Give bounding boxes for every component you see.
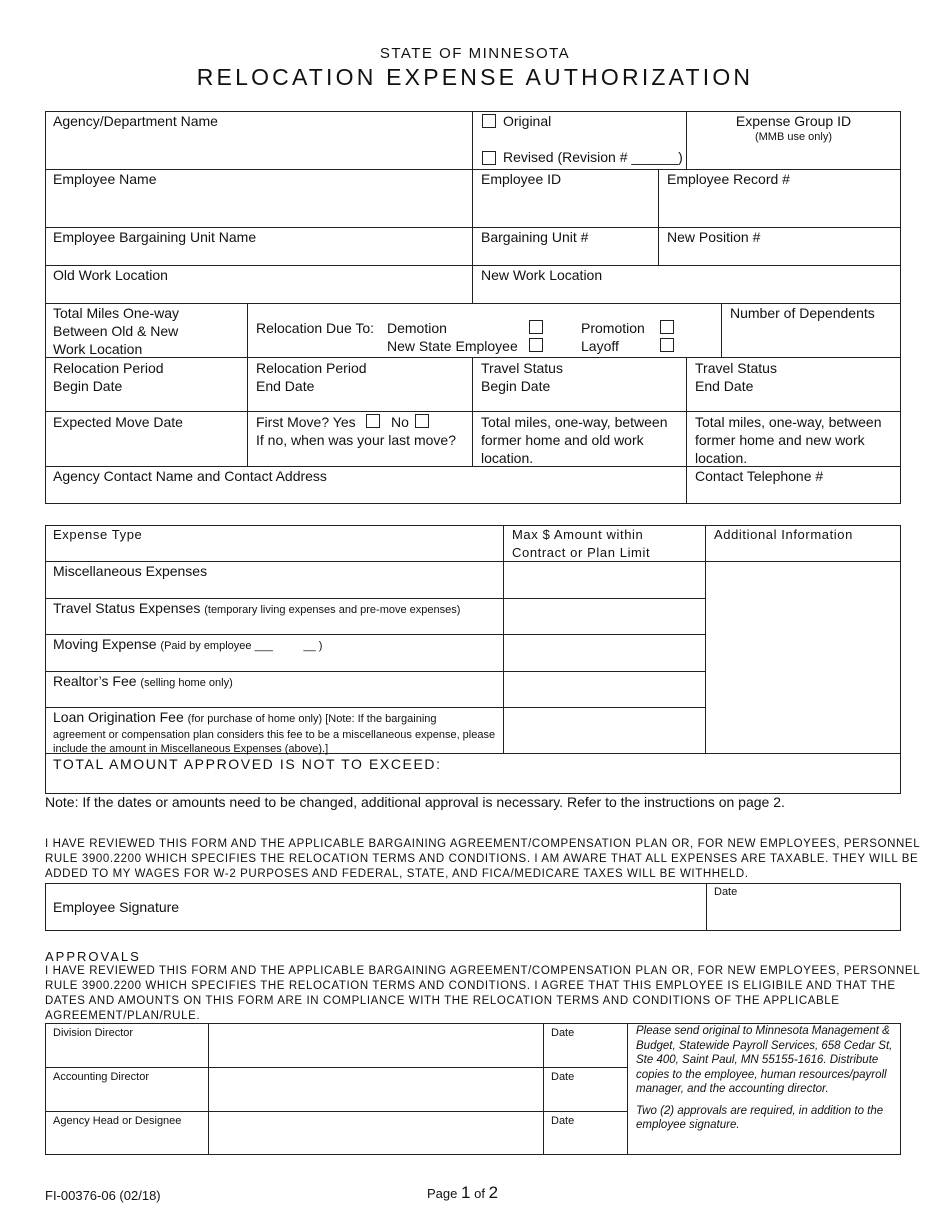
loan-origination-fee-label	[53, 708, 503, 756]
travel-begin-line-2: Begin Date	[481, 378, 551, 394]
expense-type-header: Expense Type	[53, 527, 143, 542]
travel-begin-line-1: Travel Status	[481, 360, 563, 376]
approvals-statement	[45, 964, 920, 1024]
accounting-director-date-label: Date	[551, 1071, 575, 1083]
revised-checkbox[interactable]	[482, 151, 496, 165]
new-state-employee-checkbox[interactable]	[529, 338, 543, 352]
travel-begin-label	[481, 359, 563, 395]
instructions-line-7: employee signature.	[636, 1119, 740, 1131]
instructions-line-5: manager, and the accounting director.	[636, 1083, 829, 1095]
bargaining-unit-name-label: Employee Bargaining Unit Name	[53, 229, 257, 245]
division-director-label: Division Director	[53, 1027, 134, 1039]
total-miles-line-2: Between Old & New	[53, 323, 179, 339]
bargaining-unit-number-label: Bargaining Unit #	[481, 229, 589, 245]
miles-old-line-3: location.	[481, 450, 534, 466]
total-miles-label	[53, 304, 179, 358]
first-move-no-label: No	[391, 414, 409, 430]
last-move-label: If no, when was your last move?	[256, 432, 456, 448]
travel-end-line-2: End Date	[695, 378, 754, 394]
of-word: of	[474, 1186, 485, 1201]
relocation-end-line-1: Relocation Period	[256, 360, 367, 376]
instructions-line-3: Ste 400, Saint Paul, MN 55155-1616. Distribute	[636, 1054, 879, 1066]
miles-new-line-3: location.	[695, 450, 748, 466]
approvals-statement-line-4: AGREEMENT/PLAN/RULE.	[45, 1010, 201, 1022]
realtor-fee-note: (selling home only)	[140, 677, 233, 689]
page-word: Page	[427, 1186, 458, 1201]
loan-origination-note-line-2: agreement or compensation plan considers this fee to be a miscellaneous expense, please	[53, 729, 496, 741]
travel-status-expenses-note: (temporary living expenses and pre-move expenses)	[204, 604, 461, 616]
travel-status-expenses-title: Travel Status Expenses	[53, 600, 201, 616]
original-checkbox[interactable]	[482, 114, 496, 128]
relocation-end-line-2: End Date	[256, 378, 315, 394]
agency-head-label: Agency Head or Designee	[53, 1115, 182, 1127]
total-miles-line-3: Work Location	[53, 341, 143, 357]
max-amount-header	[512, 526, 650, 562]
mmb-use-only-label: (MMB use only)	[754, 131, 833, 143]
employee-statement-line-3: ADDED TO MY WAGES FOR W-2 PURPOSES AND FEDERAL, STATE, AND FICA/MEDICARE TAXES WILL BE WITHHELD.	[45, 868, 749, 880]
approvals-statement-line-3: DATES AND AMOUNTS ON THIS FORM ARE IN COMPLIANCE WITH THE RELOCATION TERMS AND CONDITIONS OF THE APPLICABLE	[45, 995, 840, 1007]
additional-info-header: Additional Information	[714, 527, 853, 542]
new-state-employee-label: New State Employee	[387, 338, 518, 354]
total-approved-label: TOTAL AMOUNT APPROVED IS NOT TO EXCEED:	[53, 756, 442, 772]
number-of-dependents-label: Number of Dependents	[730, 305, 875, 321]
layoff-label: Layoff	[581, 338, 619, 354]
form-title: RELOCATION EXPENSE AUTHORIZATION	[196, 64, 754, 90]
agency-contact-label: Agency Contact Name and Contact Address	[53, 468, 327, 484]
realtor-fee-label	[53, 672, 233, 692]
employee-statement-line-2: RULE 3900.2200 WHICH SPECIFIES THE RELOCATION TERMS AND CONDITIONS. I AM AWARE THAT ALL EXPENSES ARE TAXABLE. THEY WILL BE	[45, 853, 919, 865]
form-id: FI-00376-06 (02/18)	[45, 1188, 161, 1203]
employee-name-label: Employee Name	[53, 171, 157, 187]
miles-old-work-label	[481, 413, 668, 467]
agency-head-date-label: Date	[551, 1115, 575, 1127]
loan-origination-title: Loan Origination Fee	[53, 709, 184, 725]
travel-end-label	[695, 359, 777, 395]
approvals-statement-line-1: I HAVE REVIEWED THIS FORM AND THE APPLICABLE BARGAINING AGREEMENT/COMPENSATION PLAN OR, FOR NEW EMPLOYEES, PERSONNEL	[45, 965, 921, 977]
first-move-no-checkbox[interactable]	[415, 414, 429, 428]
approvals-statement-line-2: RULE 3900.2200 WHICH SPECIFIES THE RELOCATION TERMS AND CONDITIONS. I AGREE THAT THIS EMPLOYEE IS ELIGIBILE AND THAT THE	[45, 980, 896, 992]
contact-telephone-label: Contact Telephone #	[695, 468, 824, 484]
moving-expense-label	[53, 635, 322, 655]
relocation-end-label	[256, 359, 367, 395]
expense-group-id-label: Expense Group ID	[735, 113, 852, 129]
miles-new-line-2: former home and new work	[695, 432, 865, 448]
relocation-begin-line-1: Relocation Period	[53, 360, 164, 376]
employee-statement	[45, 837, 920, 882]
page-indicator	[427, 1184, 498, 1203]
miles-old-line-2: former home and old work	[481, 432, 644, 448]
first-move-yes-checkbox[interactable]	[366, 414, 380, 428]
travel-end-line-1: Travel Status	[695, 360, 777, 376]
original-label: Original	[503, 113, 552, 129]
old-work-location-label: Old Work Location	[53, 267, 168, 283]
instructions-line-2: Budget, Statewide Payroll Services, 658 Cedar St,	[636, 1039, 893, 1052]
revised-label: Revised (Revision # ______)	[503, 149, 683, 165]
signature-date-label: Date	[714, 886, 738, 898]
miles-old-line-1: Total miles, one-way, between	[481, 414, 668, 430]
total-miles-line-1: Total Miles One-way	[53, 305, 180, 321]
relocation-begin-label	[53, 359, 164, 395]
layoff-checkbox[interactable]	[660, 338, 674, 352]
demotion-checkbox[interactable]	[529, 320, 543, 334]
loan-origination-note: (for purchase of home only) [Note: If the bargaining	[187, 713, 437, 725]
realtor-fee-title: Realtor’s Fee	[53, 673, 137, 689]
employee-id-label: Employee ID	[481, 171, 562, 187]
relocation-begin-line-2: Begin Date	[53, 378, 123, 394]
division-director-date-label: Date	[551, 1027, 575, 1039]
demotion-label: Demotion	[387, 320, 447, 336]
page-total: 2	[488, 1183, 499, 1202]
agency-department-label: Agency/Department Name	[53, 113, 218, 129]
max-amount-header-line-1: Max $ Amount within	[512, 527, 644, 542]
promotion-checkbox[interactable]	[660, 320, 674, 334]
promotion-label: Promotion	[581, 320, 645, 336]
state-heading: STATE OF MINNESOTA	[379, 45, 571, 62]
moving-expense-title: Moving Expense	[53, 636, 157, 652]
relocation-due-to-label: Relocation Due To:	[256, 320, 375, 336]
accounting-director-label: Accounting Director	[53, 1071, 149, 1083]
mailing-instructions	[636, 1024, 898, 1133]
approvals-title: APPROVALS	[45, 949, 141, 964]
change-approval-note: Note: If the dates or amounts need to be changed, additional approval is necessary. Refer to the instructions on page 2.	[45, 794, 785, 810]
instructions-line-1: Please send original to Minnesota Management &	[636, 1025, 890, 1037]
travel-status-expenses-label	[53, 599, 460, 619]
instructions-line-6: Two (2) approvals are required, in addition to the	[636, 1104, 884, 1117]
max-amount-header-line-2: Contract or Plan Limit	[512, 545, 651, 560]
misc-expenses-label: Miscellaneous Expenses	[53, 563, 208, 579]
new-work-location-label: New Work Location	[481, 267, 603, 283]
page-number: 1	[461, 1183, 471, 1202]
miles-new-work-label	[695, 413, 882, 467]
expected-move-date-label: Expected Move Date	[53, 414, 183, 430]
miles-new-line-1: Total miles, one-way, between	[695, 414, 882, 430]
employee-statement-line-1: I HAVE REVIEWED THIS FORM AND THE APPLICABLE BARGAINING AGREEMENT/COMPENSATION PLAN OR, FOR NEW EMPLOYEES, PERSONNEL	[45, 838, 921, 850]
employee-record-label: Employee Record #	[667, 171, 790, 187]
moving-expense-note: (Paid by employee ___ __ )	[160, 640, 323, 652]
first-move-label: First Move? Yes	[256, 414, 356, 430]
loan-origination-note-line-3: include the amount in Miscellaneous Expenses (above).]	[53, 743, 329, 755]
new-position-label: New Position #	[667, 229, 761, 245]
instructions-line-4: copies to the employee, human resources/payroll	[636, 1068, 887, 1081]
employee-signature-label: Employee Signature	[53, 899, 180, 915]
